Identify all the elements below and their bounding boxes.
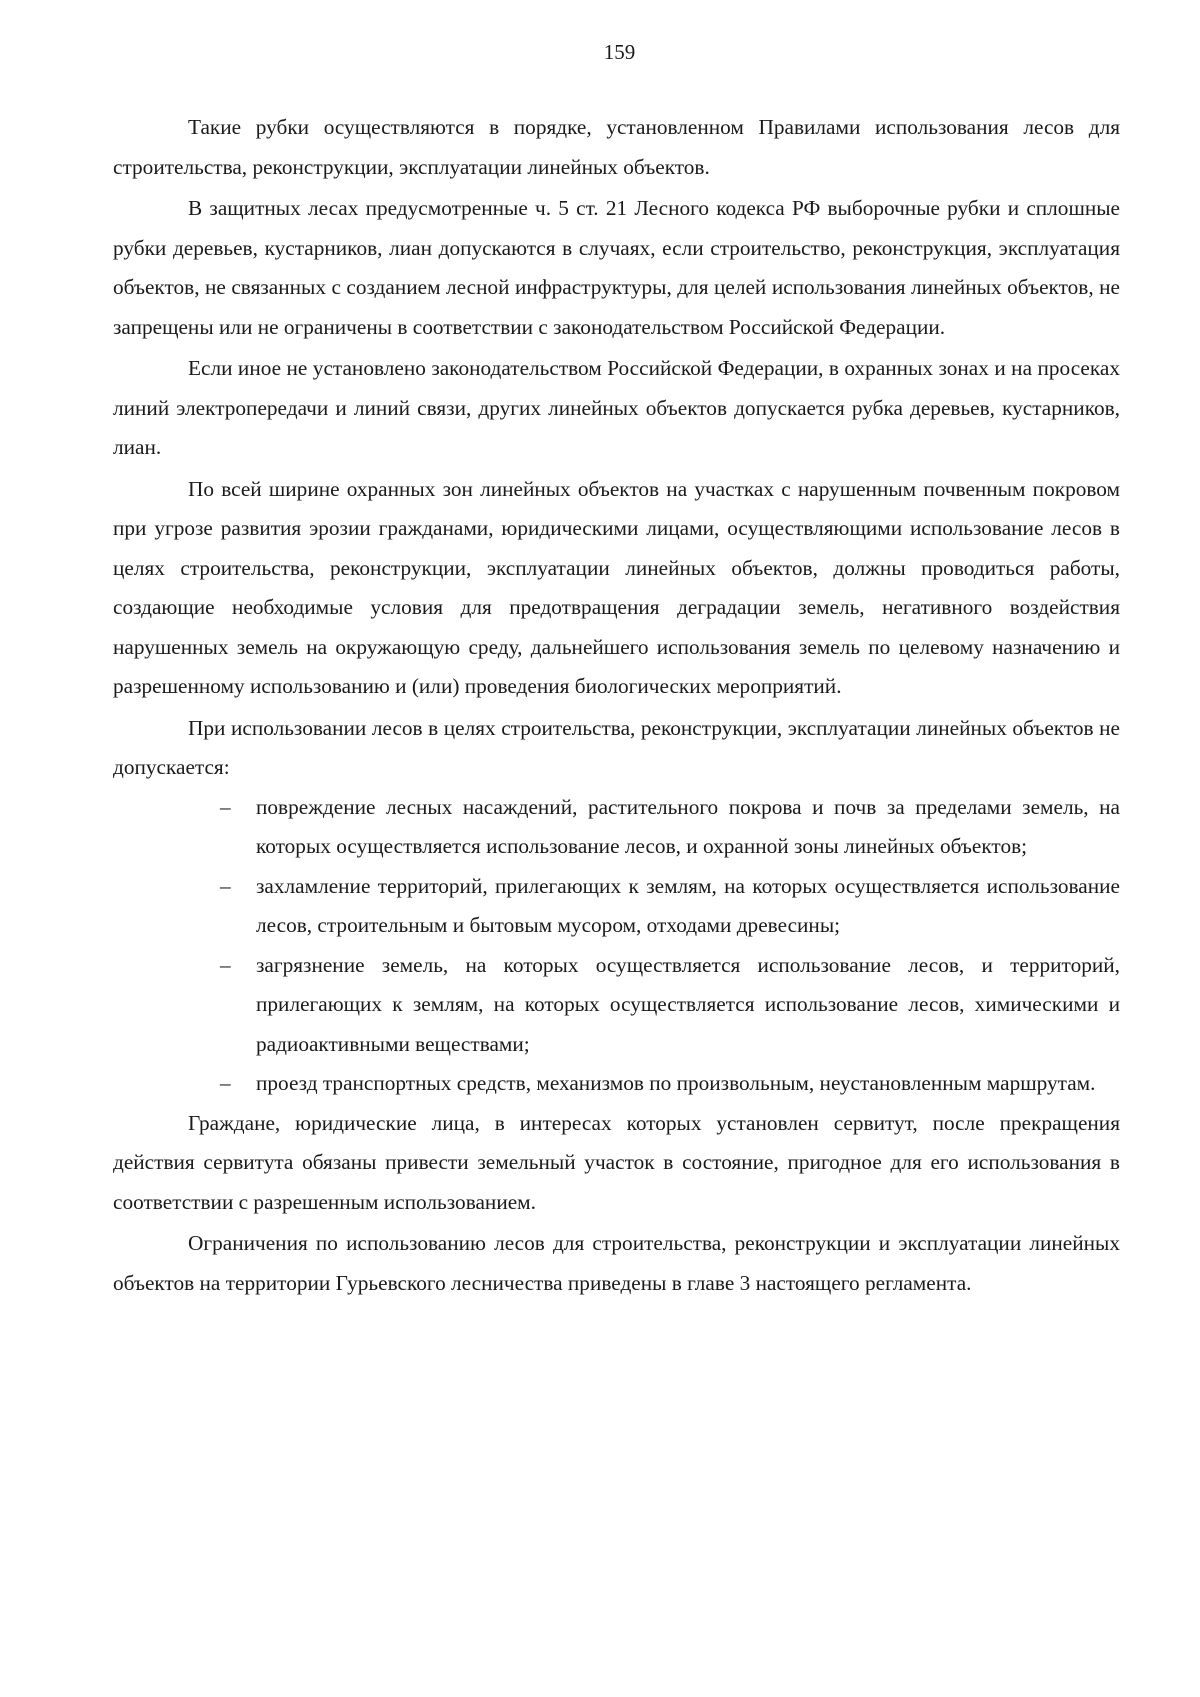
list-item <box>113 788 1120 867</box>
paragraph: Граждане, юридические лица, в интересах которых установлен сервитут, после прекращения действия сервитута обязаны привести земельный участок в состояние, пригодное для его использования в соответствии с разрешенным использованием. <box>113 1110 1120 1214</box>
list-item <box>113 946 1120 1065</box>
list-item-text: повреждение лесных насаждений, растительного покрова и почв за пределами земель, на которых осуществляется использование лесов, и охранной зоны линейных объектов; <box>256 794 1120 858</box>
document-body <box>113 108 1120 1303</box>
list-marker: – <box>220 1071 231 1095</box>
page-number: 159 <box>603 40 636 64</box>
list-marker: – <box>220 952 231 977</box>
prohibitions-list <box>113 788 1120 1104</box>
list-item-text: загрязнение земель, на которых осуществляется использование лесов, и территорий, прилегающих к землям, на которых осуществляется использование лесов, химическими и радиоактивными веществами; <box>256 952 1120 1056</box>
paragraph: При использовании лесов в целях строительства, реконструкции, эксплуатации линейных объектов не допускается: <box>113 715 1120 779</box>
paragraph: В защитных лесах предусмотренные ч. 5 ст. 21 Лесного кодекса РФ выборочные рубки и сплошные рубки деревьев, кустарников, лиан допускаются в случаях, если строительство, реконструкция, эксплуатация объектов, не связанных с созданием лесной инфраструктуры, для целей использования линейных объектов, не запрещены или не ограничены в соответствии с законодательством Российской Федерации. <box>113 196 1120 339</box>
list-item-text: проезд транспортных средств, механизмов по произвольным, неустановленным маршрутам. <box>256 1071 1096 1095</box>
list-marker: – <box>220 873 231 898</box>
paragraph: По всей ширине охранных зон линейных объектов на участках с нарушенным почвенным покровом при угрозе развития эрозии гражданами, юридическими лицами, осуществляющими использование лесов в целях строительства, реконструкции, эксплуатации линейных объектов, должны проводиться работы, создающие необходимые условия для предотвращения деградации земель, негативного воздействия нарушенных земель на окружающую среду, дальнейшего использования земель по целевому назначению и разрешенному использованию и (или) проведения биологических мероприятий. <box>113 476 1120 698</box>
paragraph: Ограничения по использованию лесов для строительства, реконструкции и эксплуатации линейных объектов на территории Гурьевского лесничества приведены в главе 3 настоящего регламента. <box>113 1231 1120 1295</box>
list-item <box>113 867 1120 946</box>
list-item-text: захламление территорий, прилегающих к землям, на которых осуществляется использование лесов, строительным и бытовым мусором, отходами древесины; <box>256 873 1120 937</box>
paragraph: Если иное не установлено законодательством Российской Федерации, в охранных зонах и на просеках линий электропередачи и линий связи, других линейных объектов допускается рубка деревьев, кустарников, лиан. <box>113 356 1120 459</box>
list-item <box>113 1064 1120 1104</box>
list-marker: – <box>220 794 231 819</box>
paragraph: Такие рубки осуществляются в порядке, установленном Правилами использования лесов для строительства, реконструкции, эксплуатации линейных объектов. <box>113 115 1120 179</box>
